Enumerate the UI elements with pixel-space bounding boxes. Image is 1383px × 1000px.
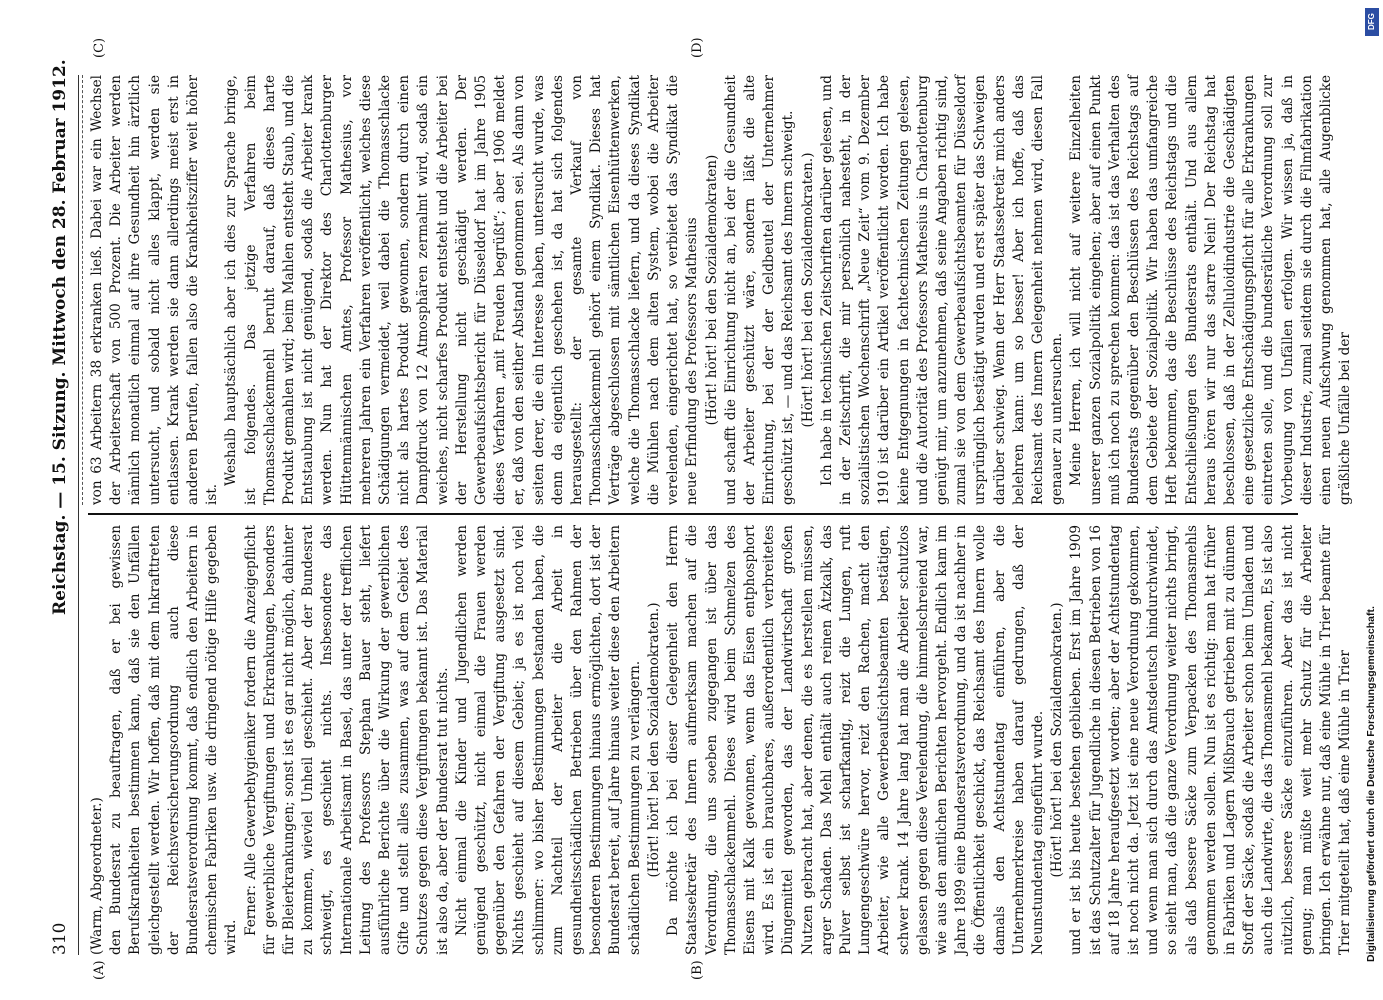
paragraph: und schafft die Einrichtung nicht an, bei der die Gesundheit der Arbeiter geschützt wäre, sondern läßt die alte Einrichtung, bei der der Geldbeutel der Unternehmer geschützt ist, — und das Reichsamt des Innern schweigt. <box>722 75 797 505</box>
speaker-note: (Warm, Abgeordneter.) <box>89 797 105 955</box>
interjection: (Hört! hört! bei den Sozialdemokraten.) <box>1049 602 1066 878</box>
column-divider <box>88 513 1298 515</box>
paragraph: Ich habe in technischen Zeitschriften darüber gelesen, und in der Zeitschrift, die mir persönlich nahesteht, in der sozialistischen Wochenschrift „Neue Zeit“ vom 9. Dezember 1910 ist darüber ein Artikel veröffentlicht worden. Ich habe keine Entgegnungen in fachtechnischen Zeitungen gelesen, und die Autorität des Professors Mathesius in Charlottenburg genügt mir, um anzunehmen, daß seine Angaben richtig sind, zumal sie von dem Gewerbeaufsichtsbeamten für Düsseldorf ursprünglich bestätigt wurden und erst später das Schweigen darüber schwieg. Wenn der Herr Staatssekretär mich anders belehren kann: um so besser! Aber ich hoffe, daß das Reichsamt des Innern Gelegenheit nehmen wird, diesen Fall genauer zu untersuchen. <box>818 75 1066 505</box>
paragraph: Meine Herren, ich will nicht auf weitere Einzelheiten unserer ganzen Sozialpolitik eingehen; aber auf einen Punkt muß ich noch zu sprechen kommen: das ist das Verhalten des Bundesrats gegenüber den Beschlüssen des Reichstags auf dem Gebiete der Sozialpolitik. Wir haben das umfangreiche Heft bekommen, das die Beschlüsse des Reichstags und die Entschließungen des Bundesrats enthält. Und aus allem heraus hören wir nur das starre Nein! Der Reichstag hat beschlossen, daß in der Zelluloidindustrie die Geschädigten eine gesetzliche Entschädigungspflicht für alle Erkrankungen eintreten solle, und die bundesrätliche Verordnung soll zur Vorbeugung von Unfällen erfolgen. Wir wissen ja, daß in dieser Industrie, zumal seitdem sie durch die Filmfabrikation einen neuen Aufschwung genommen hat, alle Augenblicke gräßliche Unfälle bei der <box>1068 75 1354 505</box>
right-column <box>88 75 1354 505</box>
credit-text: Digitalisierung gefördert durch die Deutsche Forschungsgemeinschaft. <box>1365 606 1377 962</box>
header-rule <box>78 75 79 955</box>
paragraph: von 63 Arbeitern 38 erkranken ließ. Dabei war ein Wechsel der Arbeiterschaft von 500 Prozent. Die Arbeiter werden nämlich monatlich einmal auf ihre Gesundheit hin ärztlich untersucht, und sobald nicht alles klappt, werden sie entlassen. Krank werden sie dann allerdings meist erst in anderen Berufen, fallen also die Krankheitsziffer weit höher ist. <box>89 75 221 505</box>
margin-marker-d: (D) <box>690 37 705 58</box>
margin-marker-b: (B) <box>690 960 705 980</box>
paragraph: Nicht einmal die Kinder und Jugendlichen werden genügend geschützt, nicht einmal die Frauen werden gegenüber den Gefahren der Vergiftung ausgesetzt sind. Nichts geschieht auf diesem Gebiet; ja es ist noch viel schlimmer: wo bisher Bestimmungen bestanden haben, die zum Nachteil der Arbeiter die Arbeit in gesundheitsschädlichen Betrieben über den Rahmen der besonderen Bestimmungen hinaus ermöglichten, dort ist der Bundesrat bereit, auf Jahre hinaus weiter diese den Arbeitern schädlichen Bestimmungen zu verlängern. <box>453 525 643 955</box>
dashed-rule <box>82 75 83 505</box>
paragraph: den Bundesrat zu beauftragen, daß er bei gewissen Berufskrankheiten bestimmen kann, daß sie den Unfällen gleichgestellt werden. Wir hoffen, daß mit dem Inkrafttreten der Reichsversicherungsordnung auch diese Bundesratsverordnung kommt, daß endlich den Arbeitern in chemischen Fabriken usw. die dringend nötige Hilfe gegeben wird. <box>108 525 240 955</box>
page-header <box>50 59 80 955</box>
page-title: Reichstag. — 15. Sitzung. Mittwoch den 28. Februar 1912. <box>50 59 70 615</box>
paragraph: und er ist bis heute bestehen geblieben. Erst im Jahre 1909 ist das Schutzalter für Jugendliche in diesen Betrieben von 16 auf 18 Jahre heraufgesetzt worden; aber der Achtstundentag ist noch nicht da. Jetzt ist eine neue Verordnung gekommen, und wenn man sich durch das Amtsdeutsch hindurchwindet, so sieht man, daß die ganze Verordnung weiter nichts bringt, als daß bessere Säcke zum Verpacken des Thomasmehls genommen werden sollen. Nun ist es richtig: man hat früher in Fabriken und Lagern Mißbrauch getrieben mit zu dünnem Stoff der Säcke, sodaß die Arbeiter schon beim Umladen und auch die Landwirte, die das Thomasmehl bekamen, Es ist also nützlich, bessere Säcke einzuführen. Aber das ist nicht genug; man müßte weit mehr Schutz für die Arbeiter bringen. Ich erwähne nur, daß eine Mühle in Trier beamte für Trier mitgeteilt hat, daß eine Mühle in Trier <box>1068 525 1354 955</box>
page-number: 310 <box>50 922 70 955</box>
interjection: (Hört! hört! bei den Sozialdemokraten.) <box>645 602 662 878</box>
interjection: (Hört! hört! bei den Sozialdemokraten.) <box>799 152 816 428</box>
paragraph: Weshalb hauptsächlich aber ich dies zur Sprache bringe, ist folgendes. Das jetzige Verfahren beim Thomasschlackenmehl beruht darauf, daß dieses harte Produkt gemahlen wird; beim Mahlen entsteht Staub, und die Entstaubung ist nicht genügend, sodaß die Arbeiter krank werden. Nun hat der Direktor des Charlottenburger Hüttenmännischen Amtes, Professor Mathesius, vor mehreren Jahren ein Verfahren veröffentlicht, welches diese Schädigungen vermeidet, weil dabei die Thomasschlacke nicht als hartes Produkt gewonnen, sondern durch einen Dampfdruck von 12 Atmosphären zermalmt wird, sodaß ein weiches, nicht scharfes Produkt entsteht und die Arbeiter bei der Herstellung nicht geschädigt werden. Der Gewerbeaufsichtsbericht für Düsseldorf hat im Jahre 1905 dieses Verfahren „mit Freuden begrüßt“; aber 1906 meldet er, daß von den seither Abstand genommen sei. Als dann von seiten derer, die ein Interesse haben, untersucht wurde, was denn da eigentlich geschehen ist, da hat sich folgendes herausgestellt: der gesamte Verkauf von Thomasschlackenmehl gehört einem Syndikat. Dieses hat Verträge abgeschlossen mit sämtlichen Eisenhüttenwerken, welche die Thomasschlacke liefern, und da dieses Syndikat die Mühlen nach dem alten System, wobei die Arbeiter verelenden, eingerichtet hat, so verbietet das Syndikat die neue Erfindung des Professors Mathesius <box>223 75 701 505</box>
dfg-logo: DFG <box>1365 8 1379 36</box>
interjection: (Hört! hört! bei den Sozialdemokraten) <box>703 154 720 426</box>
left-column <box>88 525 1354 955</box>
digitization-credit <box>1365 8 1379 968</box>
margin-marker-c: (C) <box>92 37 107 58</box>
paragraph: Ferner: Alle Gewerbehygieniker fordern die Anzeigepflicht für gewerbliche Vergiftungen und Erkrankungen, besonders für Bleierkrankungen; sonst ist es gar nicht möglich, dahinter zu kommen, wieviel Unheil geschieht. Aber der Bundesrat schweigt, es geschieht nichts. Insbesondere das Internationale Arbeitsamt in Basel, das unter der trefflichen Leitung des Professors Stephan Bauer steht, liefert ausführliche Berichte über die Wirkung der gewerblichen Gifte und stellt alles zusammen, was auf dem Gebiet des Schutzes gegen diese Vergiftungen bekannt ist. Das Material ist also da, aber der Bundesrat tut nichts. <box>242 525 451 955</box>
margin-marker-a: (A) <box>92 960 107 980</box>
paragraph: Da möchte ich bei dieser Gelegenheit den Herrn Staatssekretär des Innern aufmerksam machen auf die Verordnung, die uns soeben zugegangen ist über das Thomasschlackenmehl. Dieses wird beim Schmelzen des Eisens mit Kalk gewonnen, wenn das Eisen entphosphort wird. Es ist ein brauchbares, außerordentlich verbreitetes Düngemittel geworden, das der Landwirtschaft großen Nutzen gebracht hat, aber denen, die es herstellen müssen, arger Schaden. Das Mehl enthält auch reinen Ätzkalk, das Pulver selbst ist scharfkantig, reizt die Lungen, ruft Lungengeschwüre hervor, reizt den Rachen, macht den Arbeiter, wie alle Gewerbeaufsichtsbeamten bestätigen, schwer krank. 14 Jahre lang hat man die Arbeiter schutzlos gelassen gegen diese Verelendung, die himmelschreiend war, wie aus den amtlichen Berichten hervorgeht. Endlich kam im Jahre 1899 eine Bundesratsverordnung, und da ist nachher in die Öffentlichkeit geschickt, das Reichsamt des Innern wolle damals den Achtstundentag einführen, aber die Unternehmerkreise haben darauf gedrungen, daß der Neunstundentag eingeführt wurde. <box>665 525 1046 955</box>
